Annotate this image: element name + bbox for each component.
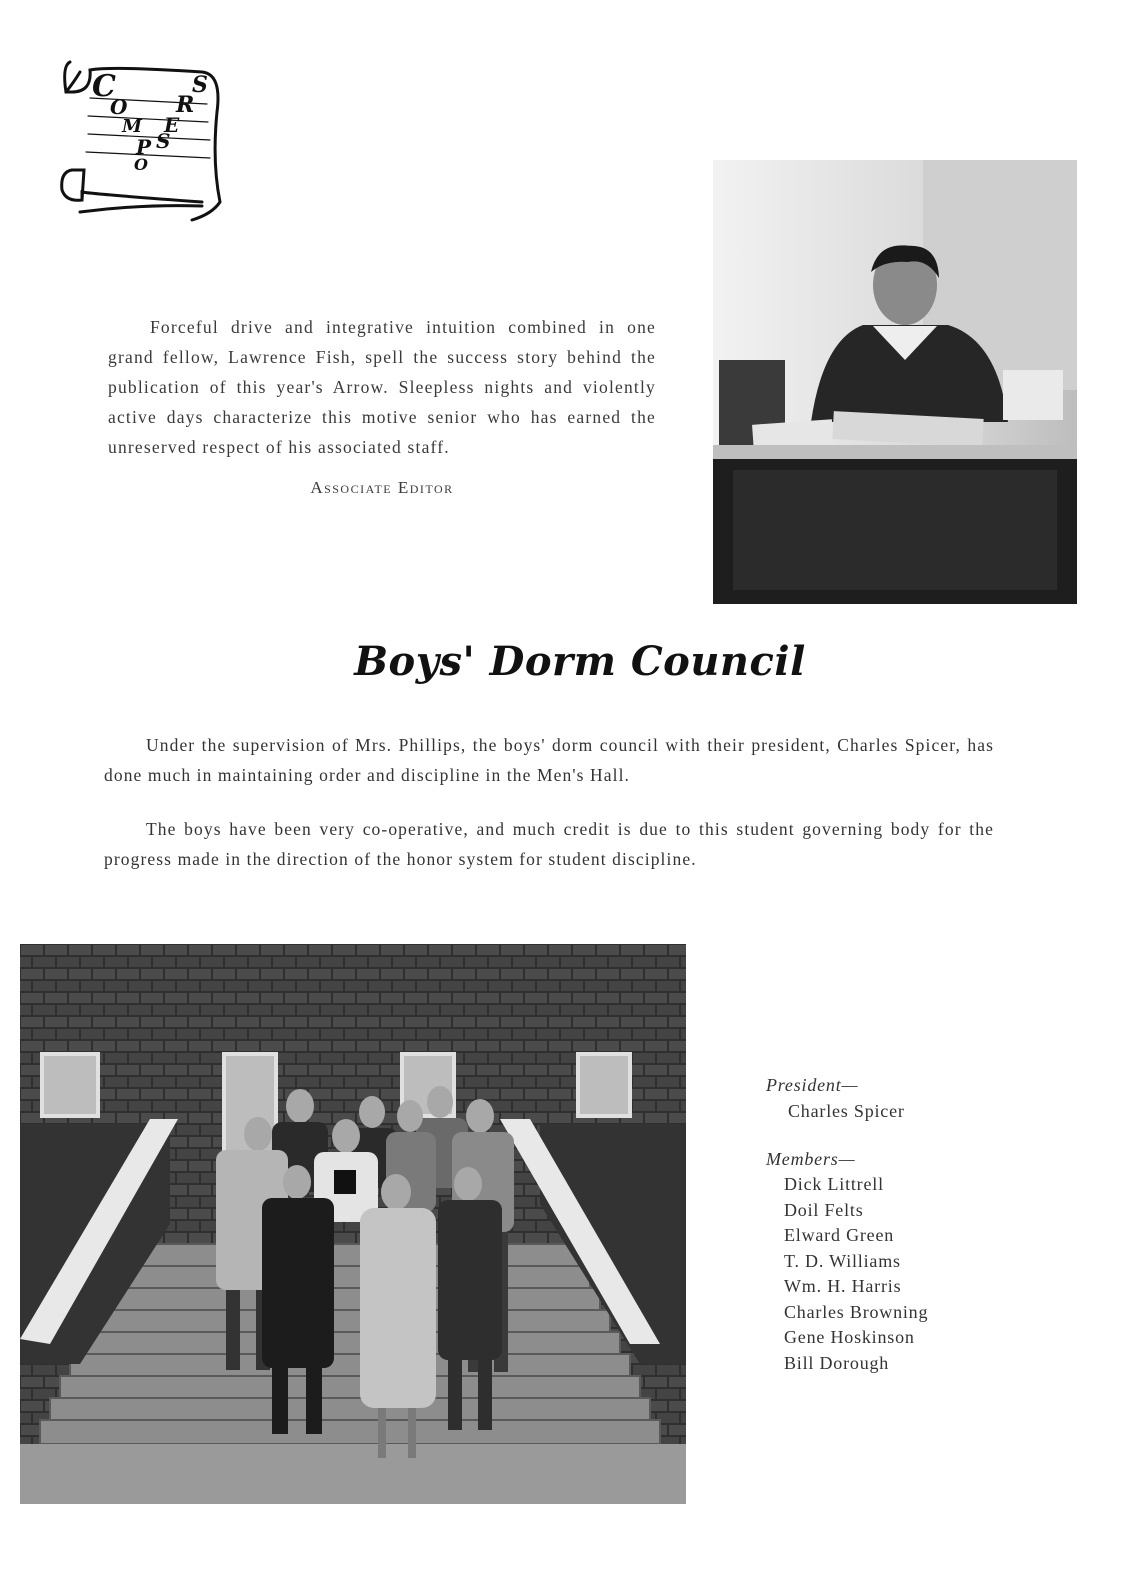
- svg-text:C: C: [92, 69, 116, 104]
- officers-list: [766, 1072, 1026, 1376]
- members-list: [766, 1172, 1026, 1376]
- member-item: Gene Hoskinson: [784, 1327, 915, 1347]
- svg-text:E: E: [164, 113, 180, 137]
- member-item: Doil Felts: [784, 1199, 864, 1220]
- svg-text:P: P: [136, 135, 152, 159]
- council-paragraph-2: The boys have been very co-operative, and much credit is due to this student governing body for the progress made in the direction of the honor system for student discipline.: [104, 819, 994, 869]
- svg-text:S: S: [156, 129, 171, 153]
- svg-text:S: S: [192, 72, 208, 98]
- president-name: Charles Spicer: [788, 1101, 905, 1121]
- member-item: Dick Littrell: [784, 1174, 884, 1194]
- council-heading: Boys' Dorm Council: [354, 638, 806, 685]
- editor-photo: [713, 160, 1077, 604]
- svg-text:O: O: [110, 95, 128, 119]
- composer-scroll-logo-icon: [52, 52, 227, 224]
- member-item: Elward Green: [784, 1225, 895, 1245]
- editor-caption: Associate Editor: [310, 478, 454, 497]
- council-group-photo: [20, 944, 686, 1504]
- svg-text:M: M: [122, 116, 142, 137]
- member-item: T. D. Williams: [784, 1250, 901, 1271]
- council-paragraph-1: Under the supervision of Mrs. Phillips, the boys' dorm council with their president, Charles Spicer, has done much in maintaining order and discipline in the Men's Hall.: [104, 735, 994, 785]
- member-item: Wm. H. Harris: [784, 1276, 902, 1296]
- member-item: Bill Dorough: [784, 1352, 890, 1373]
- president-label: President—: [766, 1075, 859, 1095]
- svg-text:R: R: [176, 92, 195, 118]
- editor-paragraph: Forceful drive and integrative intuition combined in one grand fellow, Lawrence Fish, spell the success story behind the publication of this year's Arrow. Sleepless nights and violently active days characterize this motive senior who has earned the unreserved respect of his associated staff.: [108, 317, 656, 457]
- member-item: Charles Browning: [784, 1301, 929, 1322]
- members-label: Members—: [766, 1149, 856, 1169]
- svg-text:O: O: [134, 155, 148, 174]
